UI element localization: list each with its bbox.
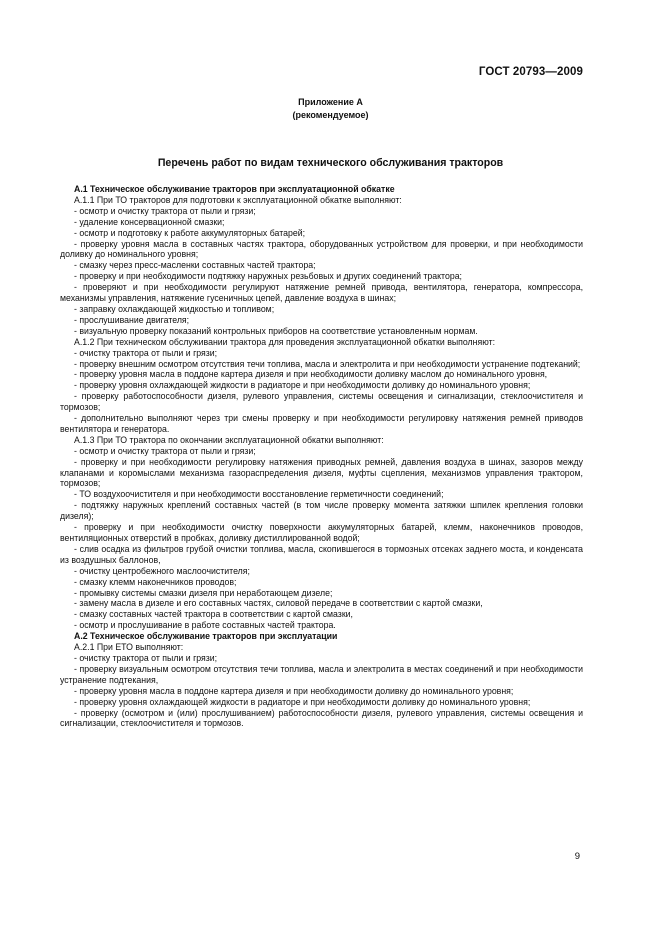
paragraph: А.1.2 При техническом обслуживании трактора для проведения эксплуатационной обкатки выполняют:: [74, 336, 496, 347]
page-number: 9: [574, 851, 580, 862]
paragraph: - слив осадка из фильтров грубой очистки топлива, масла, скопившегося в тормозных отсеках заднего моста, и конденсата из воздушных баллонов,: [60, 543, 583, 565]
section-heading: А.2 Техническое обслуживание тракторов при эксплуатации: [74, 631, 338, 642]
paragraph: - проверку уровня масла в составных частях трактора, оборудованных устройством для проверки, и при необходимости доливку до номинального уровня;: [60, 238, 583, 260]
paragraph: - очистку трактора от пыли и грязи;: [74, 347, 218, 358]
section-heading: А.1 Техническое обслуживание тракторов при эксплуатационной обкатке: [74, 184, 395, 194]
paragraph: - прослушивание двигателя;: [74, 314, 190, 325]
document-body: [60, 184, 583, 729]
paragraph: - проверку и при необходимости очистку поверхности аккумуляторных батарей, клемм, наконечников проводов, вентиляционных отверстий в пробках, доливку дистиллированной водой;: [60, 522, 583, 543]
paragraph: - ТО воздухоочистителя и при необходимости восстановление герметичности соединений;: [74, 489, 444, 500]
paragraph: - заправку охлаждающей жидкостью и топливом;: [74, 303, 275, 314]
paragraph: - дополнительно выполняют через три смены проверку и при необходимости регулировку натяжения ремней приводов вентилятора и генератора.: [60, 413, 583, 434]
paragraph: - проверку уровня охлаждающей жидкости в радиаторе и при необходимости доливку до номинального уровня;: [74, 696, 531, 707]
paragraph: А.1.1 При ТО тракторов для подготовки к эксплуатационной обкатке выполняют:: [74, 194, 402, 205]
paragraph: - осмотр и прослушивание в работе составных частей трактора.: [74, 620, 336, 631]
paragraph: - осмотр и очистку трактора от пыли и грязи;: [74, 205, 256, 216]
paragraph: - промывку системы смазки дизеля при неработающем дизеле;: [74, 587, 333, 598]
paragraph: - осмотр и подготовку к работе аккумуляторных батарей;: [74, 227, 306, 238]
appendix-title: Приложение А: [298, 97, 363, 107]
appendix-heading: [0, 96, 661, 122]
paragraph: - проверку и при необходимости подтяжку наружных резьбовых и других соединений трактора;: [74, 271, 462, 282]
paragraph: - проверку уровня охлаждающей жидкости в радиаторе и при необходимости доливку до номинального уровня;: [74, 380, 531, 391]
paragraph: - смазку через пресс-масленки составных частей трактора;: [74, 260, 316, 271]
paragraph: А.1.3 При ТО трактора по окончании эксплуатационной обкатки выполняют:: [74, 434, 384, 445]
paragraph: - очистку центробежного маслоочистителя;: [74, 565, 250, 576]
paragraph: - смазку клемм наконечников проводов;: [74, 576, 237, 587]
paragraph: - проверку работоспособности дизеля, рулевого управления, системы освещения и сигнализации, стеклоочистителя и тормозов;: [60, 391, 583, 413]
paragraph: - очистку трактора от пыли и грязи;: [74, 652, 218, 663]
paragraph: - смазку составных частей трактора в соответствии с картой смазки,: [74, 609, 353, 620]
paragraph: - подтяжку наружных креплений составных частей (в том числе проверку момента затяжки шпилек крепления головки дизеля);: [60, 500, 583, 522]
paragraph: - проверяют и при необходимости регулируют натяжение ремней привода, вентилятора, генератора, компрессора, механизмы управления, натяжение гусеничных цепей, давление воздуха в шинах;: [60, 282, 583, 304]
page-title: Перечень работ по видам технического обслуживания тракторов: [157, 157, 504, 169]
document-standard-number: ГОСТ 20793—2009: [478, 66, 583, 78]
paragraph: - проверку визуальным осмотром отсутствия течи топлива, масла и электролита в местах соединений и при необходимости устранение подтекания,: [60, 663, 583, 685]
paragraph: - проверку и при необходимости регулировку натяжения приводных ремней, давления воздуха в шинах, зазоров между клапанами и коромыслами механизма газораспределения дизеля, муфты сцепления, механизмов управления трактором, тормозов;: [60, 456, 583, 489]
paragraph: - удаление консервационной смазки;: [74, 216, 225, 227]
paragraph: - проверку внешним осмотром отсутствия течи топлива, масла и электролита и при необходимости устранение подтеканий;: [74, 358, 581, 369]
appendix-subtitle: (рекомендуемое): [292, 110, 369, 120]
paragraph: - осмотр и очистку трактора от пыли и грязи;: [74, 445, 256, 456]
paragraph: - проверку уровня масла в поддоне картера дизеля и при необходимости доливку маслом до номинального уровня,: [74, 369, 548, 380]
paragraph: - визуальную проверку показаний контрольных приборов на соответствие установленным нормам.: [74, 325, 478, 336]
paragraph: - проверку уровня масла в поддоне картера дизеля и при необходимости доливку до номинального уровня;: [74, 685, 514, 696]
paragraph: - замену масла в дизеле и его составных частях, силовой передаче в соответствии с картой смазки,: [74, 598, 483, 609]
paragraph: А.2.1 При ЕТО выполняют:: [74, 642, 184, 653]
paragraph: - проверку (осмотром и (или) прослушиванием) работоспособности дизеля, рулевого управления, системы освещения и сигнализации, стеклоочистителя и тормозов.: [60, 707, 583, 729]
